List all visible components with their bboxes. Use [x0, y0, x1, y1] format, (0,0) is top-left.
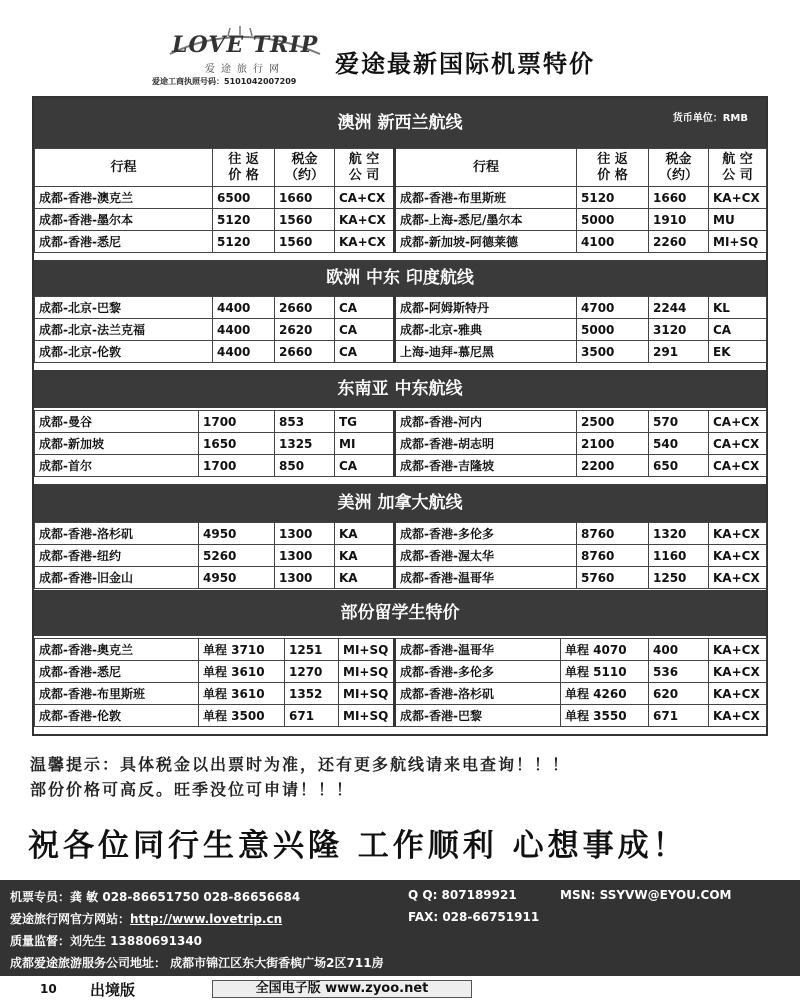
- price-cell: 4400: [213, 341, 275, 363]
- airline-cell: CA: [709, 319, 767, 341]
- airline-cell: MI+SQ: [339, 705, 395, 727]
- route-cell: 成都-曼谷: [35, 411, 199, 433]
- col-airline: 航 空 公 司: [335, 149, 395, 187]
- table-row: [35, 705, 767, 727]
- route-cell: 成都-北京-伦敦: [35, 341, 213, 363]
- tax-cell: 291: [649, 341, 709, 363]
- route-cell: 成都-香港-温哥华: [395, 639, 561, 661]
- tax-cell: 400: [649, 639, 709, 661]
- table-row: [35, 545, 767, 567]
- airline-cell: KA+CX: [709, 567, 767, 589]
- route-cell: 成都-北京-法兰克福: [35, 319, 213, 341]
- price-cell: 5000: [577, 209, 649, 231]
- airline-cell: KA: [335, 545, 395, 567]
- airline-cell: CA+CX: [335, 187, 395, 209]
- price-cell: 3500: [577, 341, 649, 363]
- airline-cell: CA+CX: [709, 455, 767, 477]
- price-cell: 单程 4070: [561, 639, 649, 661]
- price-cell: 1700: [199, 411, 275, 433]
- table-header-row: [35, 149, 767, 187]
- price-cell: 4400: [213, 319, 275, 341]
- airline-cell: MU: [709, 209, 767, 231]
- price-cell: 5260: [199, 545, 275, 567]
- tax-cell: 1160: [649, 545, 709, 567]
- airline-cell: KA+CX: [709, 705, 767, 727]
- route-cell: 成都-香港-布里斯班: [395, 187, 577, 209]
- fare-table-australia: [34, 148, 767, 253]
- ticket-agent: 机票专员：龚 敏 028-86651750 028-86656684: [10, 890, 301, 904]
- airline-cell: KA+CX: [709, 683, 767, 705]
- business-license: 爱途工商执照号码：5101042007209: [152, 77, 297, 86]
- price-cell: 单程 4260: [561, 683, 649, 705]
- route-cell: 成都-首尔: [35, 455, 199, 477]
- price-cell: 8760: [577, 523, 649, 545]
- tax-cell: 540: [649, 433, 709, 455]
- tax-cell: 1660: [649, 187, 709, 209]
- col-airline: 航 空 公 司: [709, 149, 767, 187]
- edition-label: 出境版: [90, 981, 136, 999]
- tax-cell: 1250: [649, 567, 709, 589]
- route-cell: 成都-香港-温哥华: [395, 567, 577, 589]
- e-edition-label: 全国电子版 www.zyoo.net: [212, 980, 472, 998]
- price-cell: 单程 5110: [561, 661, 649, 683]
- col-tax: 税金 （约）: [275, 149, 335, 187]
- tax-cell: 850: [275, 455, 335, 477]
- airline-cell: KL: [709, 297, 767, 319]
- fare-table-america: [34, 522, 767, 589]
- price-cell: 2500: [577, 411, 649, 433]
- price-cell: 单程 3610: [199, 683, 285, 705]
- col-route: 行程: [35, 149, 213, 187]
- route-cell: 成都-香港-巴黎: [395, 705, 561, 727]
- route-cell: 成都-香港-纽约: [35, 545, 199, 567]
- notice-text: 温馨提示：具体税金以出票时为准，还有更多航线请来电查询！！！ 部份价格可高反。旺季没位可申请！！！: [30, 755, 571, 799]
- route-cell: 成都-香港-胡志明: [395, 433, 577, 455]
- route-cell: 成都-新加坡-阿德莱德: [395, 231, 577, 253]
- price-cell: 单程 3550: [561, 705, 649, 727]
- fax-contact: FAX: 028-66751911: [408, 910, 540, 924]
- tax-cell: 1320: [649, 523, 709, 545]
- airline-cell: KA+CX: [709, 523, 767, 545]
- price-cell: 2100: [577, 433, 649, 455]
- table-row: [35, 319, 767, 341]
- table-row: [35, 661, 767, 683]
- route-cell: 上海-迪拜-慕尼黑: [395, 341, 577, 363]
- tax-cell: 3120: [649, 319, 709, 341]
- route-cell: 成都-香港-河内: [395, 411, 577, 433]
- airline-cell: KA+CX: [335, 209, 395, 231]
- tax-cell: 650: [649, 455, 709, 477]
- route-cell: 成都-香港-吉隆坡: [395, 455, 577, 477]
- logo-subtitle: 爱途旅行网: [205, 64, 285, 75]
- table-row: [35, 411, 767, 433]
- col-price: 往 返 价 格: [213, 149, 275, 187]
- route-cell: 成都-香港-多伦多: [395, 661, 561, 683]
- section-title: 东南亚 中东航线: [337, 379, 463, 399]
- lovetrip-logo[interactable]: [150, 24, 330, 74]
- price-cell: 5000: [577, 319, 649, 341]
- fare-table-europe: [34, 296, 767, 363]
- airline-cell: CA+CX: [709, 433, 767, 455]
- airline-cell: KA: [335, 567, 395, 589]
- route-cell: 成都-香港-渥太华: [395, 545, 577, 567]
- section-header-america: [34, 484, 766, 522]
- col-tax: 税金 （约）: [649, 149, 709, 187]
- section-header-southeast-asia: [34, 370, 766, 408]
- airline-cell: CA+CX: [709, 411, 767, 433]
- tax-cell: 2620: [275, 319, 335, 341]
- airline-cell: EK: [709, 341, 767, 363]
- airline-cell: CA: [335, 319, 395, 341]
- tax-cell: 620: [649, 683, 709, 705]
- route-cell: 成都-香港-悉尼: [35, 231, 213, 253]
- airline-cell: MI+SQ: [339, 661, 395, 683]
- tax-cell: 671: [649, 705, 709, 727]
- route-cell: 成都-香港-悉尼: [35, 661, 199, 683]
- tax-cell: 1352: [285, 683, 339, 705]
- airline-cell: MI: [335, 433, 395, 455]
- route-cell: 成都-香港-旧金山: [35, 567, 199, 589]
- table-row: [35, 231, 767, 253]
- price-cell: 5120: [577, 187, 649, 209]
- tax-cell: 1910: [649, 209, 709, 231]
- airline-cell: MI+SQ: [709, 231, 767, 253]
- route-cell: 成都-香港-洛杉矶: [395, 683, 561, 705]
- airline-cell: CA: [335, 455, 395, 477]
- section-header-europe: [34, 260, 766, 296]
- tax-cell: 570: [649, 411, 709, 433]
- tax-cell: 536: [649, 661, 709, 683]
- route-cell: 成都-香港-澳克兰: [35, 187, 213, 209]
- route-cell: 成都-新加坡: [35, 433, 199, 455]
- col-price: 往 返 价 格: [577, 149, 649, 187]
- price-cell: 单程 3500: [199, 705, 285, 727]
- airline-cell: MI+SQ: [339, 683, 395, 705]
- section-title: 部份留学生特价: [340, 603, 460, 623]
- price-cell: 单程 3610: [199, 661, 285, 683]
- page-header: [0, 0, 800, 94]
- logo-text: LOVE TRIP: [172, 32, 319, 58]
- price-cell: 4950: [199, 567, 275, 589]
- table-row: [35, 187, 767, 209]
- currency-unit: 货币单位：RMB: [672, 113, 748, 124]
- airline-cell: KA: [335, 523, 395, 545]
- table-row: [35, 567, 767, 589]
- route-cell: 成都-香港-墨尔本: [35, 209, 213, 231]
- airline-cell: KA+CX: [709, 187, 767, 209]
- route-cell: 成都-香港-伦敦: [35, 705, 199, 727]
- blessing-slogan: 祝各位同行生意兴隆 工作顺利 心想事成！: [28, 828, 688, 864]
- route-cell: 成都-北京-雅典: [395, 319, 577, 341]
- page-title: 爱途最新国际机票特价: [335, 50, 595, 78]
- price-cell: 5760: [577, 567, 649, 589]
- price-cell: 4400: [213, 297, 275, 319]
- route-cell: 成都-北京-巴黎: [35, 297, 213, 319]
- tax-cell: 2260: [649, 231, 709, 253]
- price-cell: 2200: [577, 455, 649, 477]
- tax-cell: 2660: [275, 297, 335, 319]
- price-cell: 8760: [577, 545, 649, 567]
- tax-cell: 2244: [649, 297, 709, 319]
- airline-cell: CA: [335, 297, 395, 319]
- table-row: [35, 209, 767, 231]
- qq-contact: Q Q: 807189921: [408, 888, 517, 902]
- fare-table-students: [34, 638, 767, 727]
- tax-cell: 1251: [285, 639, 339, 661]
- airline-cell: KA+CX: [335, 231, 395, 253]
- airline-cell: MI+SQ: [339, 639, 395, 661]
- section-header-students: [34, 590, 766, 636]
- table-row: [35, 523, 767, 545]
- table-row: [35, 683, 767, 705]
- website-link[interactable]: http://www.lovetrip.cn: [130, 912, 283, 926]
- price-cell: 1650: [199, 433, 275, 455]
- price-cell: 单程 3710: [199, 639, 285, 661]
- table-row: [35, 297, 767, 319]
- price-cell: 5120: [213, 231, 275, 253]
- tax-cell: 1300: [275, 523, 335, 545]
- section-title: 澳洲 新西兰航线: [337, 113, 463, 133]
- fare-table-southeast-asia: [34, 410, 767, 477]
- tax-cell: 2660: [275, 341, 335, 363]
- price-cell: 1700: [199, 455, 275, 477]
- page-footer: [0, 978, 800, 1000]
- table-row: [35, 433, 767, 455]
- tax-cell: 1325: [275, 433, 335, 455]
- route-cell: 成都-香港-布里斯班: [35, 683, 199, 705]
- airline-cell: KA+CX: [709, 639, 767, 661]
- msn-contact: MSN: SSYVW@EYOU.COM: [560, 888, 732, 902]
- route-cell: 成都-上海-悉尼/墨尔本: [395, 209, 577, 231]
- price-cell: 6500: [213, 187, 275, 209]
- route-cell: 成都-香港-奥克兰: [35, 639, 199, 661]
- tax-cell: 671: [285, 705, 339, 727]
- tax-cell: 853: [275, 411, 335, 433]
- fare-board: [32, 96, 768, 736]
- route-cell: 成都-阿姆斯特丹: [395, 297, 577, 319]
- route-cell: 成都-香港-洛杉矶: [35, 523, 199, 545]
- airline-cell: TG: [335, 411, 395, 433]
- section-title: 欧洲 中东 印度航线: [326, 268, 474, 288]
- airline-cell: KA+CX: [709, 545, 767, 567]
- table-row: [35, 639, 767, 661]
- col-route: 行程: [395, 149, 577, 187]
- tax-cell: 1560: [275, 209, 335, 231]
- price-cell: 4950: [199, 523, 275, 545]
- price-cell: 4700: [577, 297, 649, 319]
- route-cell: 成都-香港-多伦多: [395, 523, 577, 545]
- section-title: 美洲 加拿大航线: [337, 493, 463, 513]
- contact-footer: [0, 880, 800, 976]
- tax-cell: 1300: [275, 567, 335, 589]
- airline-cell: KA+CX: [709, 661, 767, 683]
- tax-cell: 1660: [275, 187, 335, 209]
- company-address: 成都爱途旅游服务公司地址： 成都市锦江区东大街香槟广场2区711房: [10, 956, 384, 970]
- price-cell: 5120: [213, 209, 275, 231]
- price-cell: 4100: [577, 231, 649, 253]
- tax-cell: 1560: [275, 231, 335, 253]
- table-row: [35, 341, 767, 363]
- section-header-australia: [34, 98, 766, 148]
- table-row: [35, 455, 767, 477]
- airline-cell: CA: [335, 341, 395, 363]
- website-line: 爱途旅行网官方网站：http://www.lovetrip.cn: [10, 912, 283, 926]
- page-number: 10: [40, 982, 57, 996]
- tax-cell: 1270: [285, 661, 339, 683]
- tax-cell: 1300: [275, 545, 335, 567]
- quality-supervisor: 质量监督：刘先生 13880691340: [10, 934, 203, 948]
